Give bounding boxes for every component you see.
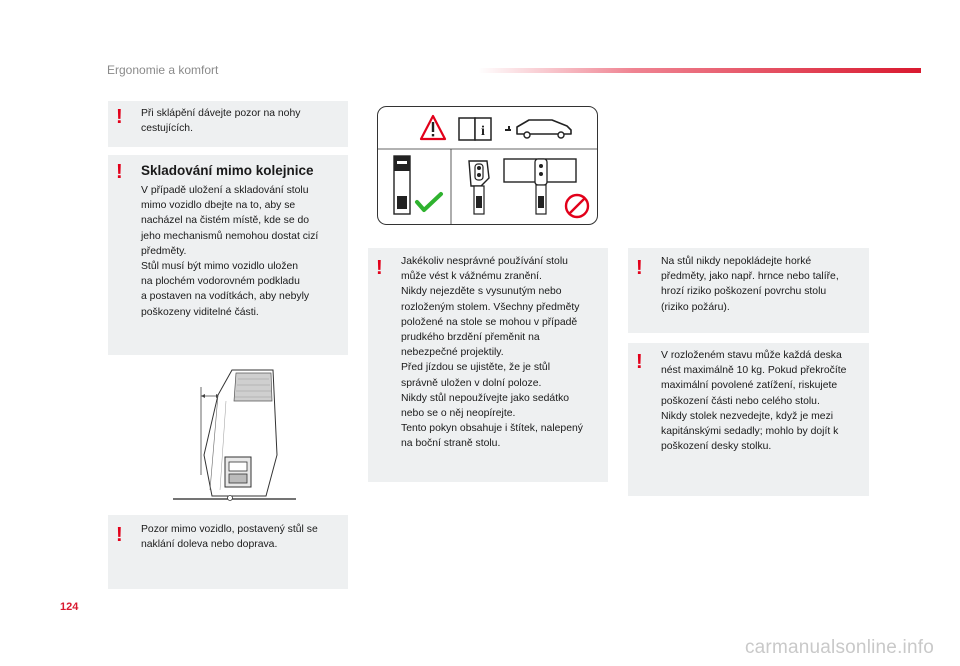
warning-icon: ! xyxy=(116,161,123,183)
storage-text: V případě uložení a skladování stolu mimo vozidlo dbejte na to, aby se nacházel na čistém místě, kde se do jeho mechanismů nemohou dostat cizí předměty. Stůl musí být mimo vozidlo uložen na plochém vodorovném podkladu a postaven na vodítkách, aby nebyly poškozeny viditelné části. xyxy=(141,185,319,318)
warning-icon: ! xyxy=(116,524,123,546)
manual-book-icon xyxy=(459,118,491,140)
warning-fold-text: Při sklápění dávejte pozor na nohy cestujících. xyxy=(141,108,301,135)
warning-load-text: V rozloženém stavu může každá deska nést maximálně 10 kg. Pokud překročíte maximální povolené zatížení, riskujete poškození části nebo celého stolu. Nikdy stolek nezvedejte, když je mezi kapitánskými sedadly; mohlo by dojít k poškození desky stolku. xyxy=(661,350,847,453)
storage-heading: Skladování mimo kolejnice xyxy=(141,163,314,178)
section-title: Ergonomie a komfort xyxy=(107,63,219,77)
warning-icon: ! xyxy=(116,106,123,128)
warning-icon: ! xyxy=(636,257,643,279)
folded-table-illustration xyxy=(170,365,300,505)
warning-misuse-text: Jakékoliv nesprávné používání stolu může vést k vážnému zranění. Nikdy nejezděte s vysunutým nebo rozloženým stolem. Všechny předměty položené na stole se mohou v případě prudkého brzdění přeměnit na nebezpečné projektily. Před jízdou se ujistěte, že je stůl správně uložen v dolní poloze. Nikdy stůl nepoužívejte jako sedátko nebo se o něj neopírejte. Tento pokyn obsahuje i štítek, nalepený na boční straně stolu. xyxy=(401,256,583,450)
svg-text:i: i xyxy=(481,124,485,139)
warning-tilt-text: Pozor mimo vozidlo, postavený stůl se naklání doleva nebo doprava. xyxy=(141,524,318,551)
watermark: carmanualsonline.info xyxy=(744,637,934,658)
warning-icon: ! xyxy=(636,351,643,373)
page-number: 124 xyxy=(60,601,79,613)
warning-hot-text: Na stůl nikdy nepokládejte horké předměty, jako např. hrnce nebo talíře, hrozí riziko poškození povrchu stolu (riziko požáru). xyxy=(661,256,839,313)
prohibited-icon xyxy=(566,195,588,217)
warning-icon: ! xyxy=(376,257,383,279)
safety-label-diagram xyxy=(377,106,598,225)
header-accent-bar xyxy=(478,68,921,73)
